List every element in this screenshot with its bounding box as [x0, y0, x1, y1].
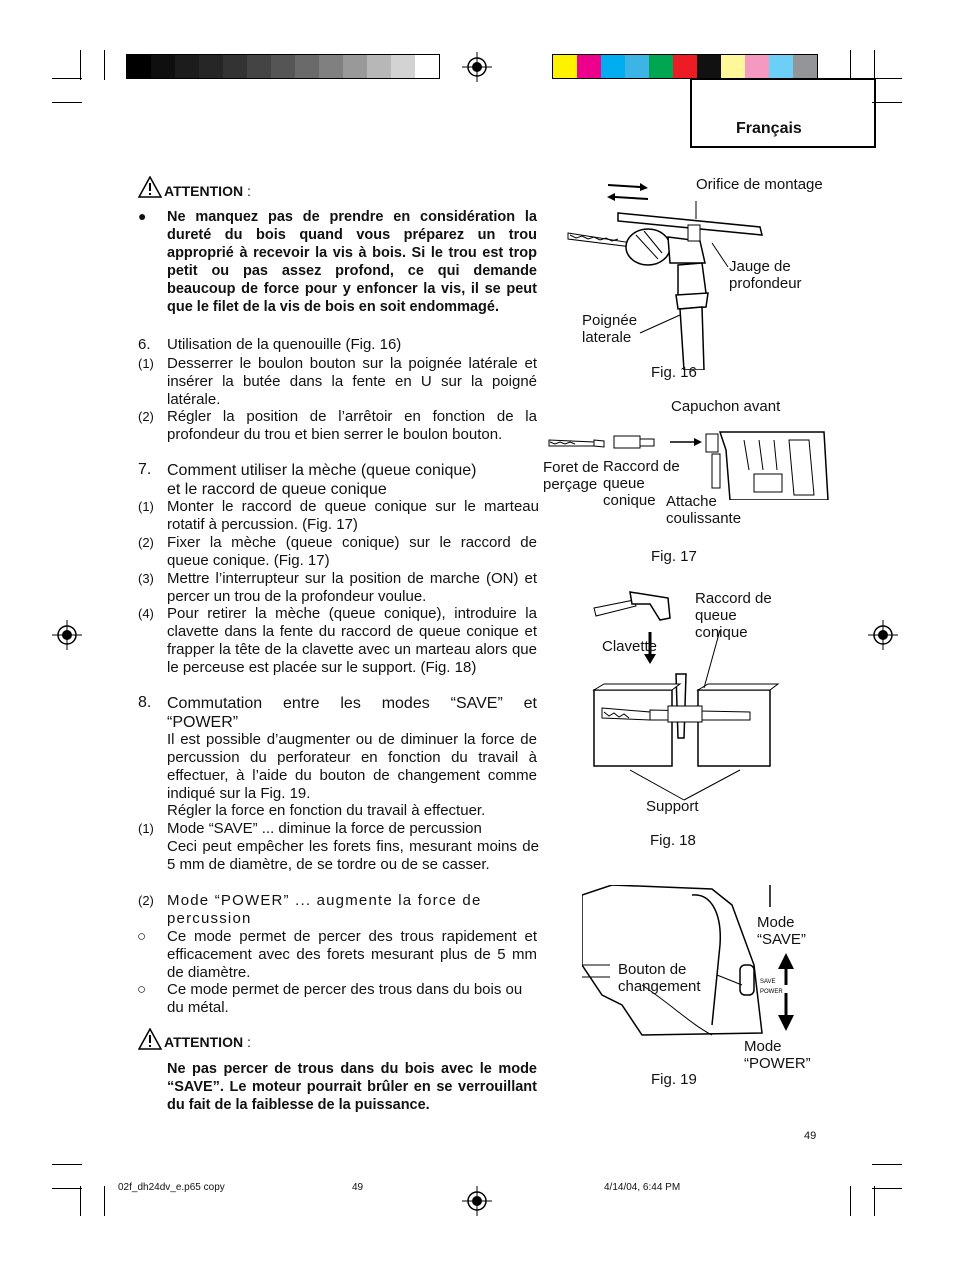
- footer-file: 02f_dh24dv_e.p65 copy: [118, 1182, 225, 1193]
- fig16-label-jauge: Jauge de profondeur: [729, 258, 802, 292]
- fig19-label-bouton: Bouton de changement: [618, 961, 701, 995]
- warning-icon: [138, 176, 162, 198]
- registration-mark-bottom: [462, 1186, 492, 1216]
- fig18-label-raccord: Raccord de queue conique: [695, 590, 772, 641]
- item-number: (1): [138, 499, 154, 514]
- fig19-label-save: Mode “SAVE”: [757, 914, 806, 948]
- attention-text-2: Ne pas percer de trous dans du bois avec le mode “SAVE”. Le moteur pourrait brûler en se verrouillant du fait de la faiblesse de la puissance.: [167, 1061, 537, 1113]
- section7-title: Comment utiliser la mèche (queue conique) et le raccord de queue conique: [167, 462, 477, 498]
- fig18-caption: Fig. 18: [650, 832, 696, 849]
- section6-item-2: Régler la position de l’arrêtoir en fonction de la profondeur du trou et bien serrer le boulon bouton.: [167, 408, 537, 443]
- circle-bullet: ○: [137, 928, 147, 945]
- fig17-label-capuchon: Capuchon avant: [671, 398, 781, 415]
- registration-mark-right: [868, 620, 898, 650]
- section8-note-1: Ce mode permet de percer des trous rapidement et efficacement avec des forets mesurant plus de 5 mm de diamètre.: [167, 928, 537, 981]
- fig17-caption: Fig. 17: [651, 548, 697, 565]
- fig17-label-foret: Foret de perçage: [543, 459, 599, 493]
- fig19-caption: Fig. 19: [651, 1071, 697, 1088]
- fig17-label-raccord: Raccord de queue conique: [603, 458, 680, 509]
- page-number: 49: [804, 1130, 817, 1142]
- section8-intro: Il est possible d’augmenter ou de diminuer la force de percussion du perforateur en fonction du travail à effectuer, à l’aide du bouton de changement comme indiqué sur la Fig. 19.: [167, 731, 537, 802]
- fig16-caption: Fig. 16: [651, 364, 697, 381]
- attention-heading: ATTENTION :: [164, 183, 251, 199]
- language-label: Français: [736, 120, 802, 137]
- item-number: (1): [138, 821, 154, 836]
- section7-number: 7.: [138, 461, 152, 478]
- fig18-label-support: Support: [646, 798, 699, 815]
- footer-date: 4/14/04, 6:44 PM: [604, 1182, 681, 1193]
- attention-heading: ATTENTION :: [164, 1034, 251, 1050]
- registration-mark-top: [462, 52, 492, 82]
- item-number: (2): [138, 893, 154, 908]
- item-number: (1): [138, 356, 154, 371]
- section6-item-1: Desserrer le boulon bouton sur la poignée latérale et insérer la butée dans la fente en U sur la poigné latérale.: [167, 355, 537, 408]
- grayscale-bar: [126, 54, 440, 79]
- section8-item-2: Mode “POWER” ... augmente la force de percussion: [167, 892, 482, 927]
- attention-text: Ne manquez pas de prendre en considération la dureté du bois quand vous préparez un trou approprié à recevoir la vis à bois. Si le trou est trop petit ou pas assez profond, ce qui demande beaucoup de force pour y enfoncer la vis, il se peut que le filet de la vis de bois en soit endommagé.: [167, 209, 537, 315]
- warning-icon: [138, 1028, 162, 1050]
- section6-number: 6.: [138, 336, 151, 353]
- fig16-label-poignee: Poignée laterale: [582, 312, 638, 346]
- svg-text:SAVE: SAVE: [760, 979, 776, 985]
- fig19-label-power: Mode “POWER”: [744, 1038, 811, 1072]
- section8-intro2: Régler la force en fonction du travail à effectuer.: [167, 802, 486, 819]
- section7-item-3: Mettre l’interrupteur sur la position de marche (ON) et percer un trou de la profondeur voulue.: [167, 570, 537, 605]
- section7-item-2: Fixer la mèche (queue conique) sur le raccord de queue conique. (Fig. 17): [167, 534, 537, 569]
- item-number: (2): [138, 535, 154, 550]
- section7-item-1: Monter le raccord de queue conique sur le marteau rotatif à percussion. (Fig. 17): [167, 498, 539, 533]
- item-number: (2): [138, 409, 154, 424]
- fig18-label-clavette: Clavette: [602, 638, 658, 655]
- fig16-label-orifice: Orifice de montage: [696, 176, 823, 193]
- section8-item-1: Mode “SAVE” ... diminue la force de percussion Ceci peut empêcher les forets fins, mesurant moins de 5 mm de diamètre, de se tordre ou de se casser.: [167, 820, 539, 873]
- color-bar: [552, 54, 818, 79]
- section6-title: Utilisation de la quenouille (Fig. 16): [167, 336, 402, 353]
- item-number: (4): [138, 606, 154, 621]
- section7-item-4: Pour retirer la mèche (queue conique), introduire la clavette dans la fente du raccord de queue conique et frapper la tête de la clavette avec un marteau alors que le perceuse est placée sur le support. (Fig. 18): [167, 605, 537, 676]
- section8-note-2: Ce mode permet de percer des trous dans du bois ou du métal.: [167, 981, 523, 1016]
- bullet: ●: [138, 208, 147, 224]
- circle-bullet: ○: [137, 981, 147, 998]
- item-number: (3): [138, 571, 154, 586]
- section8-number: 8.: [138, 694, 152, 711]
- fig17-label-attache: Attache coulissante: [666, 493, 742, 527]
- section8-title: Commutation entre les modes “SAVE” et “POWER”: [167, 695, 537, 731]
- registration-mark-left: [52, 620, 82, 650]
- svg-text:POWER: POWER: [760, 989, 783, 995]
- footer-page: 49: [352, 1182, 364, 1193]
